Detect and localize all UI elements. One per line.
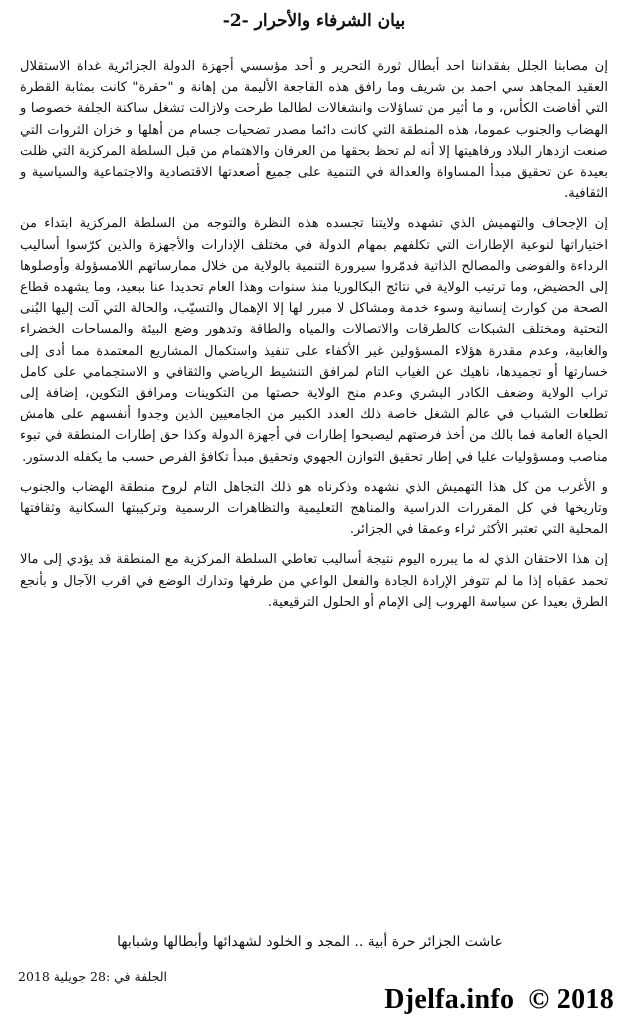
watermark-copyright: © 2018 <box>528 984 614 1015</box>
watermark-site: Djelfa.info <box>384 984 515 1015</box>
page-title: بيان الشرفاء والأحرار -2- <box>222 11 406 31</box>
closing-slogan: عاشت الجزائر حرة أبية .. المجد و الخلود لشهدائها وأبطالها وشبابها <box>117 934 503 950</box>
paragraph-3: و الأغرب من كل هذا التهميش الذي نشهده وذكرناه هو ذلك التجاهل التام لروح منطقة الهضاب والجنوب وتاريخها في كل المقررات الدراسية والمناهج التعليمية والتظاهرات الرسمية وتركيبتها السكانية وثقافتها المحلية التي تعتبر الأكثر ثراء وعمقا في الجزائر. <box>20 479 608 538</box>
paragraph-4: إن هذا الاحتقان الذي له ما يبرره اليوم نتيجة أساليب تعاطي السلطة المركزية مع المنطقة قد يؤدي إلى مالا تحمد عقباه إذا ما لم تتوفر الإرادة الجادة والفعل الواعي من طرفها وتدارك الوضع في اقرب الآجال و بأنجع الطرق بعيدا عن سياسة الهروب إلى الإمام أو الحلول الترقيعية. <box>20 552 608 610</box>
date-line: الجلفة في :28 جويلية 2018 <box>18 969 168 984</box>
paragraph-1: إن مصابنا الجلل بفقداننا احد أبطال ثورة التحرير و أحد مؤسسي أجهزة الدولة الجزائرية غداة الاستقلال العقيد المجاهد سي احمد بن شريف وما رافق هذه الفاجعة الأليمة من إهانة و "حقرة" كانت بمثابة القطرة التي أفاضت الكأس، و ما أثير من تساؤلات وانشغالات لطالما طرحت ولازالت تشغل ساكنة الجلفة خصوصا و الهضاب والجنوب عموما، هذه المنطقة التي كانت دائما مصدر تضحيات جسام من أهلها و خزان الثروات التي صنعت ازدهار البلاد ورفاهيتها إلا أنه لم تحظ بحقها من العرفان والاهتمام من قبل السلطة المركزية التي ظلت بعيدة عن تحقيق مبدأ المساواة والعدالة في التنمية على جميع أصعدتها الاقتصادية والاجتماعية والسياسية و الثقافية. <box>20 59 608 202</box>
statement-body <box>20 56 608 622</box>
paragraph-2: إن الإجحاف والتهميش الذي تشهده ولايتنا تجسده هذه النظرة والتوجه من السلطة المركزية ابتداء من اختياراتها لنوعية الإطارات التي تكلفهم بمهام الدولة في مختلف الإدارات والأجهزة والذين كرّسوا أساليب الرداءة والفوضى والمصالح الذاتية فدمّروا سيرورة التنمية بالولاية من خلال ممارساتهم اللامسؤولة وأوصلوها إلى الحضيض، وما ترتيب الولاية في نتائج البكالوريا منذ سنوات وهذا العام تحديدا عنا ببعيد، وما يشهده قطاع الصحة من كوارث إنسانية وسوء خدمة ومشاكل لا مبرر لها إلا الإهمال والتسيّب، والحالة التي آلت إليها البُنى التحتية ومختلف الشبكات كالطرقات والاتصالات والمياه والطاقة وتدهور وضع البيئة والمساحات الخضراء والغابية، وعدم مقدرة هؤلاء المسؤولين غير الأكفاء على تنفيذ واستكمال المشاريع المعتمدة مما أدى إلى خسارتها أو تجميدها، ناهيك عن الغياب التام لمرافق التنشيط الرياضي والثقافي و الاستجمامي على كامل تراب الولاية وضعف الكادر البشري وعدم منح الولاية حصتها من التكوينات ومرافق التكوين، إضافة إلى تطلعات الشباب في عالم الشغل خاصة ذلك العدد الكبير من الجامعيين الذين وجدوا أنفسهم على هامش الحياة العامة فما بالك من أخذ فرصتهم ليصبحوا إطارات في أجهزة الدولة وكذا حق إطارات المنطقة في تبوء مناصب ومسؤوليات عليا في إطار تحقيق التوازن الجهوي وتحقيق مبدأ تكافؤ الفرص حسب ما يكفله الدستور. <box>20 216 608 465</box>
site-watermark <box>384 984 614 1016</box>
